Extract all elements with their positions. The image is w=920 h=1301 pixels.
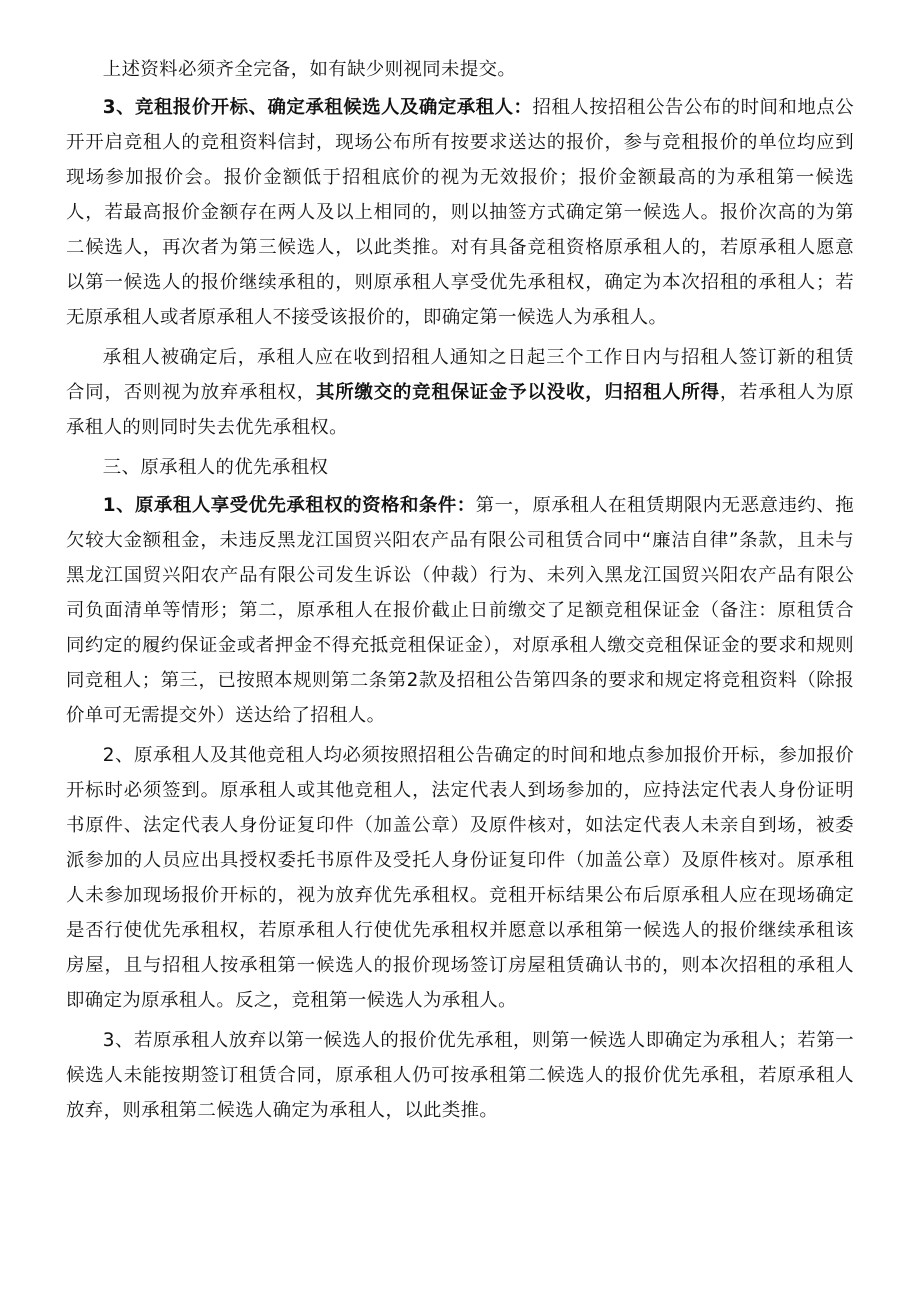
bid-opening-heading: 3、竞租报价开标、确定承租候选人及确定承租人： bbox=[102, 97, 533, 118]
paragraph-signin-requirements: 2、原承租人及其他竞租人均必须按照招租公告确定的时间和地点参加报价开标，参加报价开标时必须签到。原承租人或其他竞租人，法定代表人到场参加的，应持法定代表人身份证明书原件、法定代表人身份证复印件（加盖公章）及原件核对，如法定代表人未亲自到场，被委派参加的人员应出具授权委托书原件及受托人身份证复印件（加盖公章）及原件核对。原承租人未参加现场报价开标的，视为放弃优先承租权。竞租开标结果公布后原承租人应在现场确定是否行使优先承租权，若原承租人行使优先承租权并愿意以承租第一候选人的报价继续承租该房屋，且与招租人按承租第一候选人的报价现场签订房屋租赁确认书的，则本次招租的承租人即确定为原承租人。反之，竞租第一候选人为承租人。 bbox=[66, 745, 854, 1011]
bid-opening-body: 招租人按招租公告公布的时间和地点公开开启竞租人的竞租资料信封，现场公布所有按要求送达的报价，参与竞租报价的单位均应到现场参加报价会。报价金额低于招租底价的视为无效报价；报价金额最高的为承租第一候选人，若最高报价金额存在两人及以上相同的，则以抽签方式确定第一候选人。报价次高的为第二候选人，再次者为第三候选人，以此类推。对有具备竞租资格原承租人的，若原承租人愿意以第一候选人的报价继续承租的，则原承租人享受优先承租权，确定为本次招租的承租人；若无原承租人或者原承租人不接受该报价的，即确定第一候选人为承租人。 bbox=[66, 97, 854, 328]
priority-qualifications-heading: 1、原承租人享受优先承租权的资格和条件： bbox=[102, 495, 476, 516]
tenant-confirmed-text-1: 承租人被确定后，承租人应在收到招租人通知之日起三个工作日内与招租人签订新的租赁合同，否则视为放弃承租权， bbox=[66, 347, 854, 403]
tenant-confirmed-text-2: ，若承租人为原承租人的则同时失去优先承租权。 bbox=[66, 382, 854, 438]
paragraph-materials-complete: 上述资料必须齐全完备，如有缺少则视同未提交。 bbox=[102, 59, 517, 80]
paragraph-priority-qualifications bbox=[66, 488, 854, 733]
paragraph-tenant-confirmed bbox=[66, 340, 854, 445]
paragraph-waiver-order: 3、若原承租人放弃以第一候选人的报价优先承租，则第一候选人即确定为承租人；若第一候选人未能按期签订租赁合同，原承租人仍可按承租第二候选人的报价优先承租，若原承租人放弃，则承租第二候选人确定为承租人，以此类推。 bbox=[66, 1030, 854, 1121]
paragraph-bid-opening bbox=[66, 90, 854, 335]
section-title-priority-right: 三、原承租人的优先承租权 bbox=[102, 457, 329, 478]
priority-qualifications-body: 第一，原承租人在租赁期限内无恶意违约、拖欠较大金额租金，未违反黑龙江国贸兴阳农产品有限公司租赁合同中“廉洁自律”条款，且未与黑龙江国贸兴阳农产品有限公司发生诉讼（仲裁）行为、未列入黑龙江国贸兴阳农产品有限公司负面清单等情形；第二，原承租人在报价截止日前缴交了足额竞租保证金（备注：原租赁合同约定的履约保证金或者押金不得充抵竞租保证金），对原承租人缴交竞租保证金的要求和规则同竞租人；第三，已按照本规则第二条第2款及招租公告第四条的要求和规定将竞租资料（除报价单可无需提交外）送达给了招租人。 bbox=[66, 495, 854, 726]
deposit-forfeit-text: 其所缴交的竞租保证金予以没收，归招租人所得 bbox=[316, 382, 720, 403]
